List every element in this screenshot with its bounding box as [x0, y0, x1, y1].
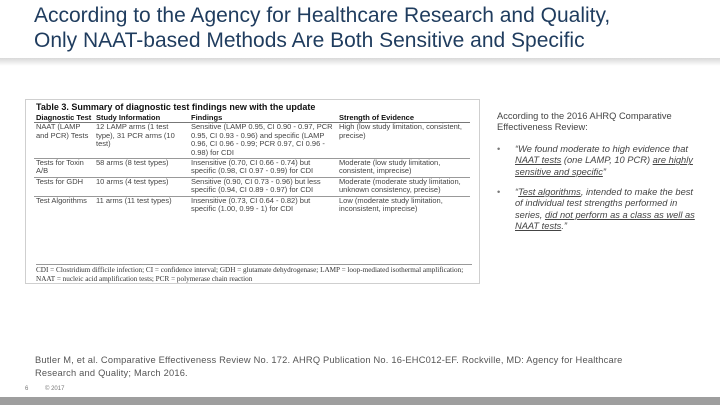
table-cell: Sensitive (0.90, CI 0.73 - 0.96) but less specific (0.94, CI 0.89 - 0.97) for CDI	[189, 177, 337, 196]
table-cell: 58 arms (8 test types)	[94, 159, 189, 178]
column-header: Study Information	[94, 114, 189, 123]
citation-line-1: Butler M, et al. Comparative Effectiveness Review No. 172. AHRQ Publication No. 16-EHC012-EF. Rockville, MD: Agency for Healthcare	[35, 355, 623, 365]
citation-line-2: Research and Quality; March 2016.	[35, 368, 188, 378]
bullet-icon: •	[497, 143, 501, 154]
table-cell: Moderate (low study limitation, consistent, imprecise)	[337, 159, 470, 178]
title-divider	[0, 58, 720, 66]
quote-text: “	[515, 187, 519, 198]
quote-emphasis: are highly sensitive and specific	[515, 155, 693, 177]
table-cell: Moderate (moderate study limitation, unknown consistency, precise)	[337, 177, 470, 196]
table-cell: Insensitive (0.70, CI 0.66 - 0.74) but specific (0.98, CI 0.97 - 0.99) for CDI	[189, 159, 337, 178]
table-cell: Low (moderate study limitation, inconsistent, imprecise)	[337, 196, 470, 214]
column-header: Diagnostic Test	[34, 114, 94, 123]
evidence-table-figure	[25, 99, 480, 284]
table-cell: NAAT (LAMP and PCR) Tests	[34, 123, 94, 159]
quote-text: , intended to make the best of individual test strengths performed in series,	[515, 187, 693, 220]
table-cell: Insensitive (0.73, CI 0.64 - 0.82) but specific (1.00, 0.99 - 1) for CDI	[189, 196, 337, 214]
copyright: © 2017	[45, 386, 65, 392]
quote-item-algorithms	[497, 187, 702, 233]
table-cell: Test Algorithms	[34, 196, 94, 214]
slide-title-line-2: Only NAAT-based Methods Are Both Sensitive and Specific	[34, 29, 585, 52]
table-caption: Table 3. Summary of diagnostic test findings new with the update	[36, 102, 316, 112]
table-row	[34, 123, 470, 159]
footer-bar	[0, 397, 720, 405]
table-row	[34, 196, 470, 214]
quote-emphasis: Test algorithms	[518, 187, 581, 198]
evidence-table	[34, 114, 470, 214]
table-row	[34, 159, 470, 178]
table-footnote: CDI = Clostridium difficile infection; CI = confidence interval; GDH = glutamate dehydrogenase; LAMP = loop-mediated isothermal amplification; NAAT = nucleic acid amplification tests; PCR = polymerase chain reaction	[36, 264, 472, 283]
table-row	[34, 177, 470, 196]
table-cell: 10 arms (4 test types)	[94, 177, 189, 196]
column-header: Strength of Evidence	[337, 114, 470, 123]
title-bar	[0, 0, 720, 60]
findings-intro: According to the 2016 AHRQ Comparative Effectiveness Review:	[497, 111, 672, 133]
table-cell: Tests for GDH	[34, 177, 94, 196]
quote-text: .”	[561, 221, 568, 232]
bullet-icon: •	[497, 187, 501, 198]
citation	[35, 354, 695, 380]
findings-panel	[497, 111, 702, 242]
quote-text: (one LAMP, 10 PCR)	[561, 155, 653, 166]
quote-text: “We found moderate to high evidence that	[515, 143, 688, 154]
table-cell: Sensitive (LAMP 0.95, CI 0.90 - 0.97, PCR 0.95, CI 0.93 - 0.96) and specific (LAMP 0.96, CI 0.96 - 0.99; PCR 0.97, CI 0.96 - 0.98) for CDI	[189, 123, 337, 159]
table-cell: High (low study limitation, consistent, precise)	[337, 123, 470, 159]
table-cell: Tests for Toxin A/B	[34, 159, 94, 178]
quote-text: ”	[602, 166, 606, 177]
quote-item-naat	[497, 144, 702, 178]
slide-title-line-1: According to the Agency for Healthcare Research and Quality,	[34, 4, 611, 27]
column-header: Findings	[189, 114, 337, 123]
slide-title	[34, 3, 714, 53]
page-number: 6	[25, 386, 29, 392]
table-cell: 12 LAMP arms (1 test type), 31 PCR arms (10 test)	[94, 123, 189, 159]
table-cell: 11 arms (11 test types)	[94, 196, 189, 214]
quote-emphasis: did not perform as a class as well as NAAT tests	[515, 209, 695, 232]
quote-emphasis: NAAT tests	[515, 155, 562, 166]
